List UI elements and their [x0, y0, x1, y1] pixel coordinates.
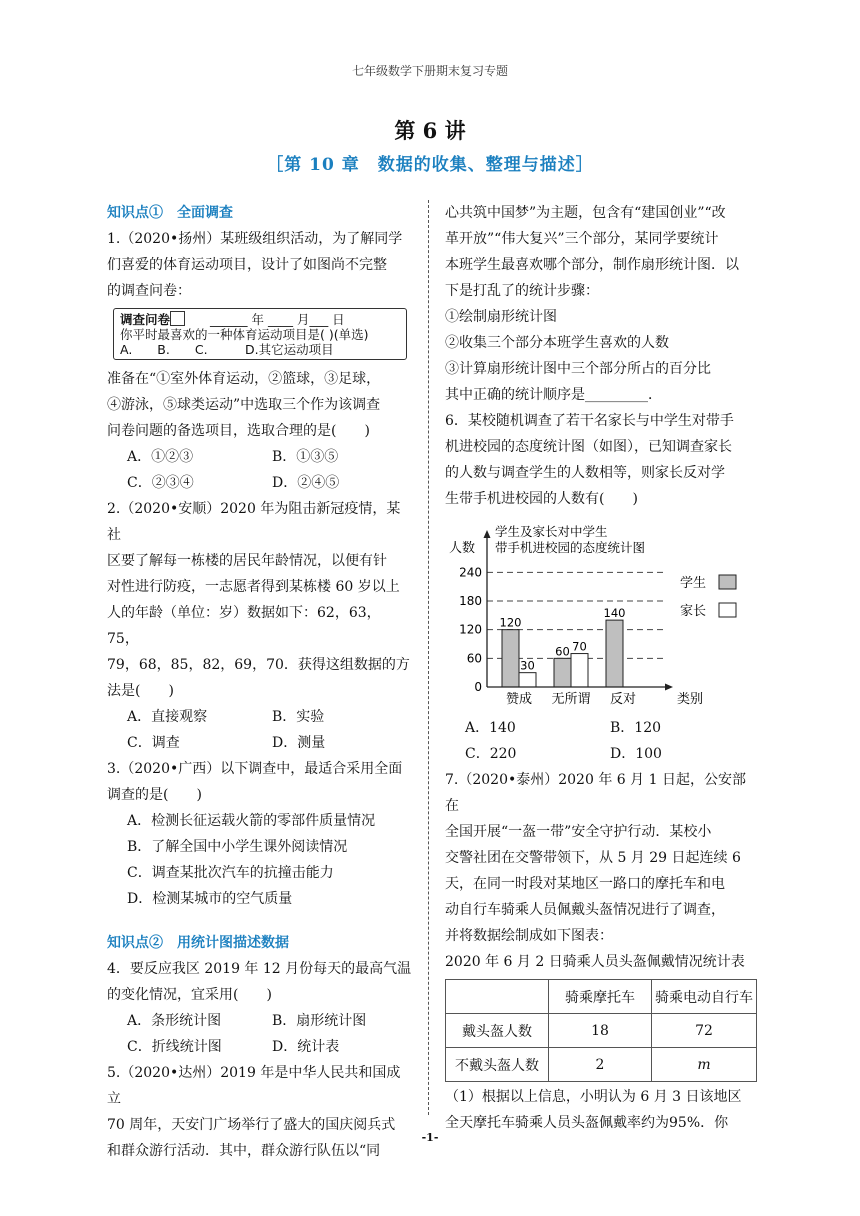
y-axis-label: 人数 — [449, 541, 476, 556]
survey-box-options: A. B. C. D.其它运动项目 — [120, 342, 334, 357]
legend-label: 家长 — [680, 604, 707, 619]
bar-value-label: 30 — [520, 658, 535, 673]
question-3: 3.（2020•广西）以下调查中，最适合采用全面 调查的是( ) A．检测长征运载火箭的零部件质量情况 B．了解全国中小学生课外阅读情况 C．调查某批次汽车的抗撞击能力 D．检测某城市的空气质量 — [107, 756, 412, 912]
table-cell: 戴头盔人数 — [446, 1014, 549, 1048]
bar-parent — [519, 673, 536, 687]
question-1: 1.（2020•扬州）某班级组织活动，为了解同学 们喜爱的体育运动项目，设计了如图尚不完整 的调查问卷： 调查问卷 ______ 年 ____ 月___ 日 你平时最喜欢的一种体育运动项目是( )(单选) A. B. C. D.其它运动项目 准备在“①室外体育运动，②篮球，③足球， ④游泳，⑤球类运动”中选取三个作为该调查 问卷问题的备选项目，选取合理的是( ) A．①②③ B．①③⑤ C．②③④ D．②④⑤ — [107, 226, 412, 496]
question-2-options — [107, 704, 412, 756]
question-1-options — [107, 444, 412, 496]
option-a: A．140 — [465, 720, 516, 736]
x-category-label: 反对 — [609, 692, 637, 707]
helmet-stats-table — [445, 979, 757, 1082]
question-7: 7.（2020•泰州）2020 年 6 月 1 日起，公安部在 全国开展“一盔一带”安全守护行动．某校小 交警社团在交警带领下，从 5 月 29 日起连续 6 天，在同一时段对某地区一路口的摩托车和电 动自行车骑乘人员佩戴头盔情况进行了调查， 并将数据绘制成如下图表： 2020 年 6 月 2 日骑乘人员头盔佩戴情况统计表 骑乘摩托车 骑乘电动自行车 戴头盔人数 18 72 不戴头盔人数 2 m （1）根据以上信息，小明认为 6 月 3 日该地区 全天摩托车骑乘人员头盔佩戴率约为95%．你 — [445, 767, 757, 1136]
y-tick-label: 240 — [459, 565, 482, 580]
option-b: B．120 — [610, 720, 662, 736]
option-a: A．条形统计图 — [127, 1013, 222, 1029]
survey-box-date: ______ 年 ____ 月___ 日 — [210, 312, 345, 327]
option-d: D．统计表 — [272, 1039, 340, 1055]
option-b: B．①③⑤ — [272, 449, 339, 465]
option-a: A．直接观察 — [127, 709, 208, 725]
table-row — [446, 1014, 757, 1048]
option-d: D．②④⑤ — [272, 475, 340, 491]
x-category-label: 赞成 — [505, 692, 533, 707]
option-b: B．扇形统计图 — [272, 1013, 367, 1029]
chart-title-line-2: 带手机进校园的态度统计图 — [495, 540, 646, 555]
x-category-label: 无所谓 — [551, 692, 591, 707]
bar-student — [502, 630, 519, 687]
survey-checkbox — [170, 311, 185, 326]
table-cell — [446, 980, 549, 1014]
survey-box-question: 你平时最喜欢的一种体育运动项目是( )(单选) — [120, 327, 369, 342]
option-c: C．220 — [465, 746, 517, 762]
right-column — [445, 200, 757, 1136]
y-tick-label: 0 — [474, 680, 482, 694]
page-title: 第 6 讲 — [394, 118, 466, 143]
table-cell: 72 — [652, 1014, 757, 1048]
bar-value-label: 70 — [572, 639, 587, 654]
y-tick-label: 120 — [459, 622, 482, 637]
x-axis-arrow — [665, 684, 673, 691]
table-cell: 骑乘电动自行车 — [652, 980, 757, 1014]
y-tick-label: 180 — [459, 594, 482, 608]
question-5: 5.（2020•达州）2019 年是中华人民共和国成立 70 周年，天安门广场举行了盛大的国庆阅兵式 和群众游行活动．其中，群众游行队伍以“同 — [107, 1065, 401, 1159]
bar-value-label: 120 — [499, 615, 522, 630]
legend-swatch — [719, 603, 736, 617]
question-2: 2.（2020•安顺）2020 年为阻击新冠疫情，某社 区要了解每一栋楼的居民年龄情况，以便有针 对性进行防疫，一志愿者得到某栋楼 60 岁以上 人的年龄（单位：岁）数据如下：62，63，75， 79，68，85，82，69，70．获得这组数据的方 法是( ) A．直接观察 B．实验 C．调查 D．测量 — [107, 496, 412, 756]
table-cell: 2 — [549, 1048, 652, 1082]
chart-svg — [445, 522, 755, 707]
option-a: A．①②③ — [127, 449, 194, 465]
chart-title-line-1: 学生及家长对中学生 — [495, 524, 608, 539]
x-axis-label: 类别 — [677, 692, 704, 707]
table-row — [446, 1048, 757, 1082]
legend-swatch — [719, 575, 736, 589]
option-c: C．调查某批次汽车的抗撞击能力 — [127, 865, 334, 881]
column-divider — [428, 200, 429, 1115]
bar-parent — [571, 654, 588, 687]
bar-value-label: 60 — [555, 644, 570, 659]
attitude-bar-chart — [445, 522, 757, 711]
y-tick-label: 60 — [466, 651, 482, 666]
option-d: D．100 — [610, 746, 662, 762]
survey-box — [113, 308, 407, 360]
page-subtitle: ［第 10 章 数据的收集、整理与描述］ — [266, 155, 594, 175]
option-c: C．调查 — [127, 735, 180, 751]
page-number: -1- — [421, 1131, 439, 1144]
option-d: D．测量 — [272, 735, 326, 751]
question-6-options — [445, 715, 757, 767]
question-4-options — [107, 1008, 412, 1060]
left-column — [107, 200, 412, 1164]
table-cell: 骑乘摩托车 — [549, 980, 652, 1014]
option-a: A．检测长征运载火箭的零部件质量情况 — [127, 813, 376, 829]
y-axis-arrow — [484, 530, 491, 538]
bar-student — [606, 620, 623, 687]
table-cell: 不戴头盔人数 — [446, 1048, 549, 1082]
knowledge-point-2: 知识点② 用统计图描述数据 — [107, 935, 289, 951]
bar-value-label: 140 — [603, 606, 626, 621]
question-4: 4．要反应我区 2019 年 12 月份每天的最高气温 的变化情况，宜采用( ) A．条形统计图 B．扇形统计图 C．折线统计图 D．统计表 — [107, 956, 412, 1060]
option-d: D．检测某城市的空气质量 — [127, 891, 293, 907]
option-b: B．了解全国中小学生课外阅读情况 — [127, 839, 348, 855]
legend-label: 学生 — [680, 576, 707, 591]
question-5-continued: 心共筑中国梦”为主题，包含有“建国创业”“改 革开放”“伟大复兴”三个部分，某同学要统计 本班学生最喜欢哪个部分，制作扇形统计图．以 下是打乱了的统计步骤： ①绘制扇形统计图 ②收集三个部分本班学生喜欢的人数 ③计算扇形统计图中三个部分所占的百分比 其中正确的统计顺序是_________． — [445, 205, 739, 403]
survey-box-title: 调查问卷 — [120, 312, 171, 327]
page-header: 七年级数学下册期末复习专题 — [351, 64, 508, 78]
question-6: 6．某校随机调查了若干名家长与中学生对带手 机进校园的态度统计图（如图），已知调查家长 的人数与调查学生的人数相等，则家长反对学 生带手机进校园的人数有( ) 120 30 60 70 140 人数 类别 学生及家长对中学生 带手机进校园的态度统计图 0 60 120 180 240 赞成 无所谓 反对 学生 家长 A．140 B．120 C．220 D．100 — [445, 408, 757, 767]
bar-student — [554, 658, 571, 687]
table-title: 2020 年 6 月 2 日骑乘人员头盔佩戴情况统计表 — [445, 954, 745, 970]
option-b: B．实验 — [272, 709, 325, 725]
knowledge-point-1: 知识点① 全面调查 — [107, 205, 233, 221]
option-c: C．②③④ — [127, 475, 194, 491]
table-cell: m — [652, 1048, 757, 1082]
table-cell: 18 — [549, 1014, 652, 1048]
table-header-row — [446, 980, 757, 1014]
option-c: C．折线统计图 — [127, 1039, 222, 1055]
